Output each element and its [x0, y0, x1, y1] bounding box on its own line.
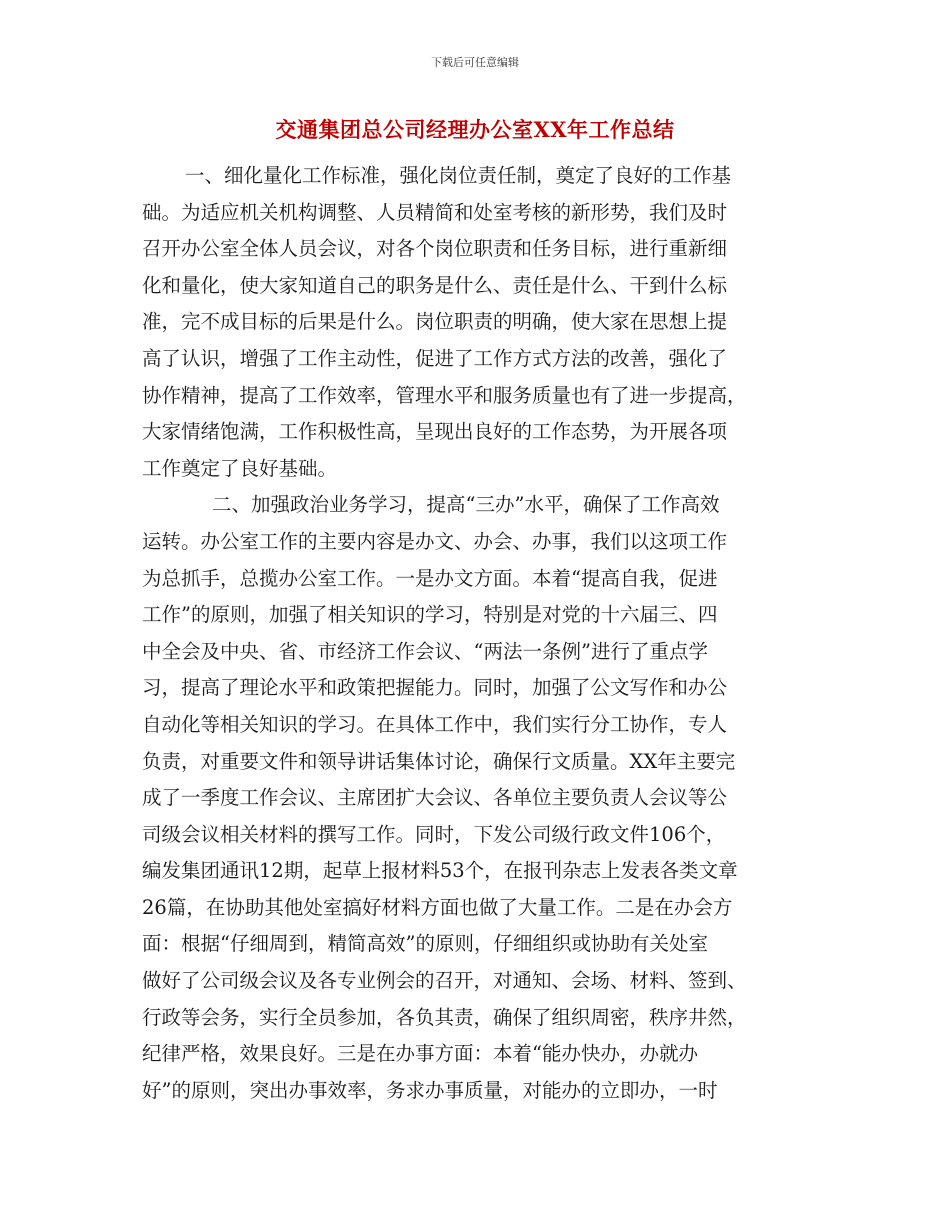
- paragraph-1-line: 工作奠定了良好基础。: [142, 456, 338, 480]
- paragraph-2-line: 为总抓手，总揽办公室工作。一是办文方面。本着“提高自我，促进: [142, 566, 718, 590]
- document-body: [142, 158, 812, 1109]
- paragraph-1-line: 协作精神，提高了工作效率，管理水平和服务质量也有了进一步提高，: [142, 383, 747, 407]
- paragraph-2-line: 好”的原则，突出办事效率，务求办事质量，对能办的立即办，一时: [142, 1078, 718, 1102]
- paragraph-2-line: 习，提高了理论水平和政策把握能力。同时，加强了公文写作和办公: [142, 676, 728, 700]
- document-title: 交通集团总公司经理办公室XX年工作总结: [275, 117, 675, 142]
- paragraph-2-line: 负责，对重要文件和领导讲话集体讨论，确保行文质量。XX年主要完: [142, 749, 736, 773]
- paragraph-2-line: 工作”的原则，加强了相关知识的学习，特别是对党的十六届三、四: [142, 603, 718, 627]
- paragraph-2-line: 自动化等相关知识的学习。在具体工作中，我们实行分工协作，专人: [142, 712, 728, 736]
- paragraph-2-line: 面：根据“仔细周到，精简高效”的原则，仔细组织或协助有关处室: [142, 932, 708, 956]
- paragraph-2-line: 运转。办公室工作的主要内容是办文、办会、办事，我们以这项工作: [142, 529, 728, 553]
- paragraph-2-line: 纪律严格，效果良好。三是在办事方面：本着“能办快办，办就办: [142, 1042, 698, 1066]
- paragraph-2-line: 中全会及中央、省、市经济工作会议、“两法一条例”进行了重点学: [142, 639, 708, 663]
- paragraph-2-line: 26篇，在协助其他处室搞好材料方面也做了大量工作。二是在办会方: [142, 895, 733, 919]
- paragraph-2-line: 做好了公司级会议及各专业例会的召开，对通知、会场、材料、签到、: [142, 969, 747, 993]
- paragraph-1-line: 大家情绪饱满，工作积极性高，呈现出良好的工作态势，为开展各项: [142, 420, 728, 444]
- paragraph-2-line: 成了一季度工作会议、主席团扩大会议、各单位主要负责人会议等公: [142, 786, 728, 810]
- paragraph-1-line: 准，完不成目标的后果是什么。岗位职责的明确，使大家在思想上提: [142, 310, 728, 334]
- paragraph-1-line: 召开办公室全体人员会议，对各个岗位职责和任务目标，进行重新细: [142, 237, 728, 261]
- paragraph-1-line: 化和量化，使大家知道自己的职务是什么、责任是什么、干到什么标: [142, 273, 728, 297]
- paragraph-1-line: 高了认识，增强了工作主动性，促进了工作方式方法的改善，强化了: [142, 346, 728, 370]
- paragraph-2-line: 二、加强政治业务学习，提高“三办”水平，确保了工作高效: [212, 493, 720, 517]
- paragraph-1-line: 础。为适应机关机构调整、人员精简和处室考核的新形势，我们及时: [142, 200, 728, 224]
- paragraph-2-line: 司级会议相关材料的撰写工作。同时，下发公司级行政文件106个，: [142, 822, 726, 846]
- paragraph-1-line: 一、细化量化工作标准，强化岗位责任制，奠定了良好的工作基: [185, 164, 732, 187]
- header-note: 下载后可任意编辑: [431, 56, 519, 69]
- paragraph-2-line: 编发集团通讯12期，起草上报材料53个，在报刊杂志上发表各类文章: [142, 859, 738, 883]
- paragraph-2-line: 行政等会务，实行全员参加，各负其责，确保了组织周密，秩序井然，: [142, 1005, 747, 1029]
